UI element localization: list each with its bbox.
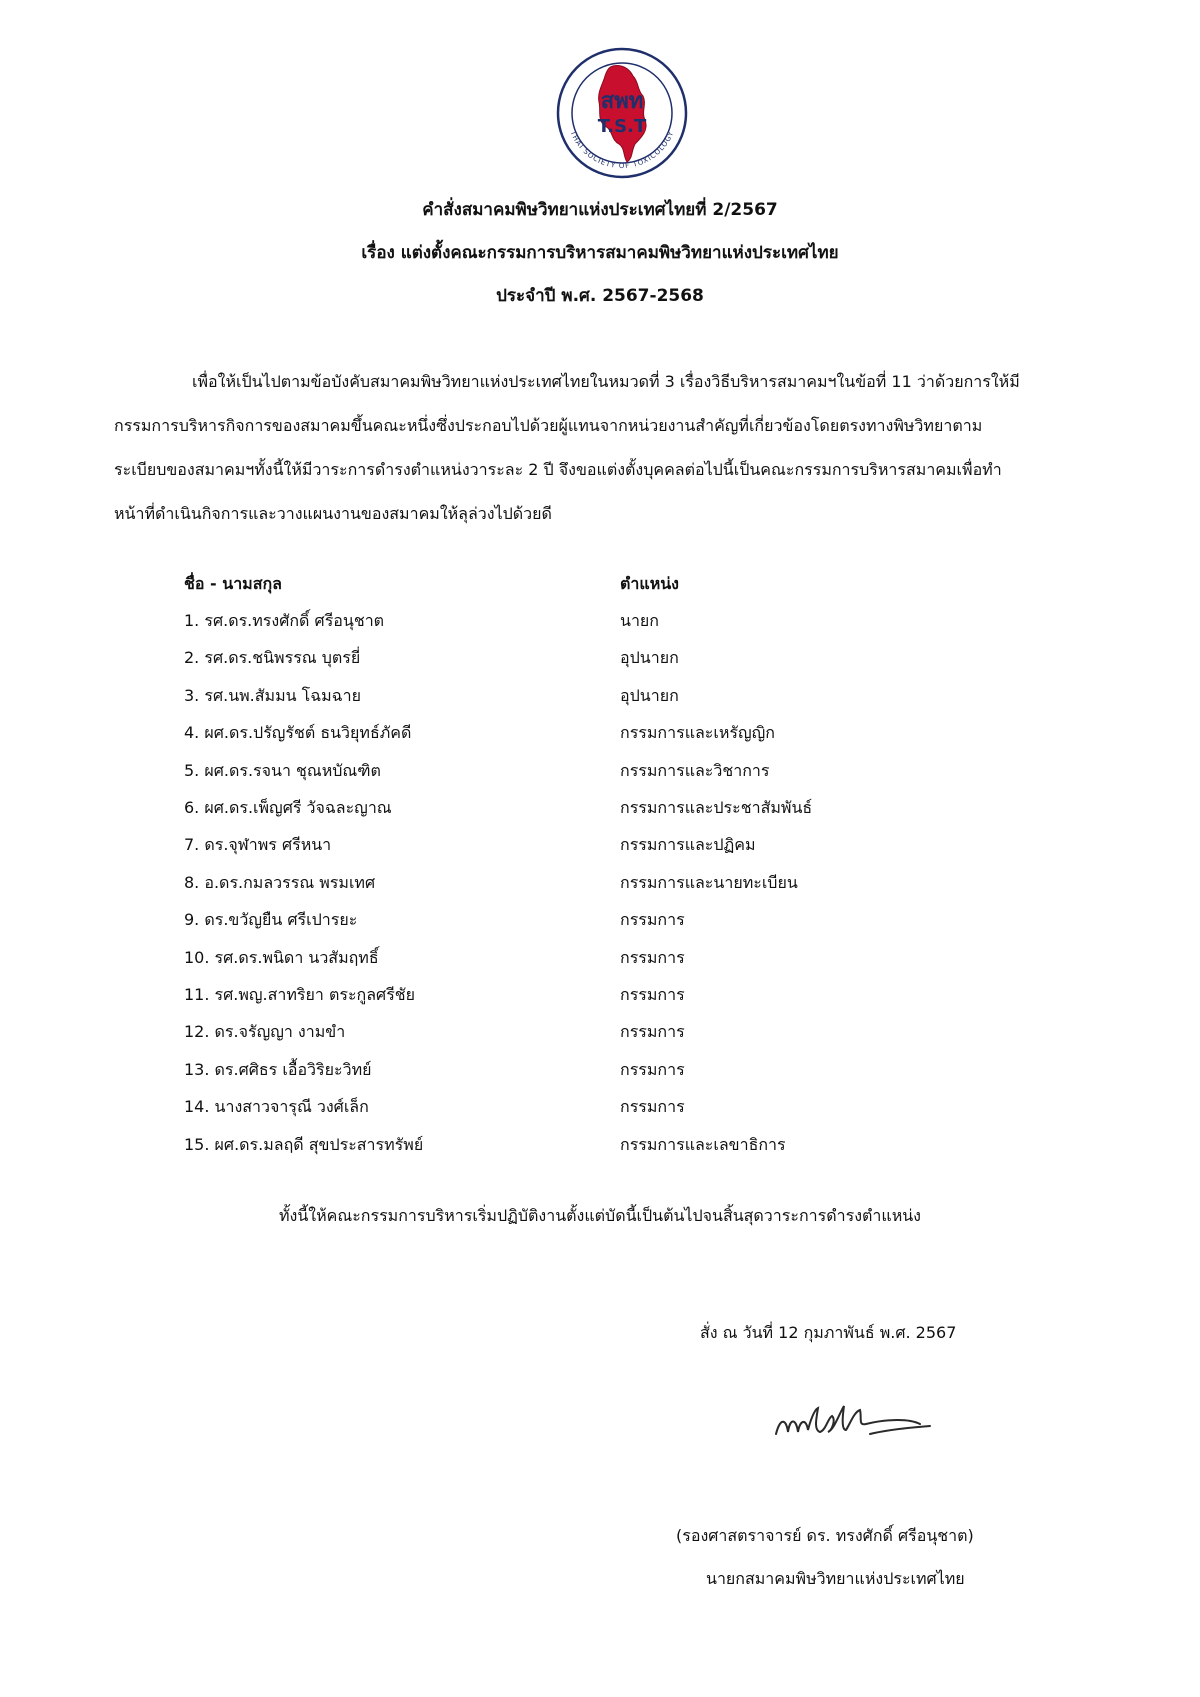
member-position: กรรมการและเลขาธิการ	[620, 1134, 786, 1154]
list-item	[184, 946, 924, 976]
list-item	[184, 721, 924, 751]
list-item	[184, 796, 924, 826]
committee-header	[184, 572, 924, 602]
body-line-2: กรรมการบริหารกิจการของสมาคมขึ้นคณะหนึ่งซึ่งประกอบไปด้วยผู้แทนจากหน่วยงานสำคัญที่เกี่ยวข้องโดยตรงทางพิษวิทยาตาม	[114, 416, 983, 435]
list-item	[184, 1020, 924, 1050]
logo-english-initials: T.S.T	[597, 116, 647, 137]
list-item	[184, 609, 924, 639]
member-position: กรรมการและปฏิคม	[620, 835, 756, 855]
member-position: กรรมการและนายทะเบียน	[620, 872, 798, 892]
member-position: กรรมการ	[620, 985, 685, 1004]
order-period: ประจำปี พ.ศ. 2567-2568	[496, 286, 704, 306]
member-position: กรรมการและวิชาการ	[620, 760, 770, 780]
column-header-name: ชื่อ - นามสกุล	[184, 574, 282, 593]
member-name: 11. รศ.พญ.สาทริยา ตระกูลศรีชัย	[184, 985, 416, 1004]
member-name: 3. รศ.นพ.สัมมน โฉมฉาย	[184, 685, 361, 705]
body-line-3: ระเบียบของสมาคมฯทั้งนี้ให้มีวาระการดำรงตำแหน่งวาระละ 2 ปี จึงขอแต่งตั้งบุคคลต่อไปนี้เป็นคณะกรรมการบริหารสมาคมเพื่อทำ	[114, 460, 1002, 479]
list-item	[184, 1133, 924, 1163]
member-position: กรรมการ	[620, 910, 685, 930]
member-name: 13. ดร.ศศิธร เอื้อวิริยะวิทย์	[184, 1059, 372, 1079]
member-name: 7. ดร.จุฬาพร ศรีหนา	[184, 835, 332, 855]
member-name: 8. อ.ดร.กมลวรรณ พรมเทศ	[184, 872, 376, 892]
member-name: 1. รศ.ดร.ทรงศักดิ์ ศรีอนุชาต	[184, 611, 385, 630]
list-item	[184, 684, 924, 714]
order-date: สั่ง ณ วันที่ 12 กุมภาพันธ์ พ.ศ. 2567	[700, 1323, 957, 1342]
member-name: 4. ผศ.ดร.ปรัญรัชต์ ธนวิยุทธ์ภัคดี	[184, 723, 412, 743]
signature-image	[770, 1390, 940, 1450]
list-item	[184, 983, 924, 1013]
body-line-1: เพื่อให้เป็นไปตามข้อบังคับสมาคมพิษวิทยาแห่งประเทศไทยในหมวดที่ 3 เรื่องวิธีบริหารสมาคมฯในข้อที่ 11 ว่าด้วยการให้มี	[192, 372, 1020, 391]
member-position: กรรมการและประชาสัมพันธ์	[620, 798, 813, 817]
member-position: กรรมการ	[620, 1097, 685, 1117]
member-name: 9. ดร.ขวัญยืน ศรีเปารยะ	[184, 910, 358, 930]
body-line-4: หน้าที่ดำเนินกิจการและวางแผนงานของสมาคมให้ลุล่วงไปด้วยดี	[114, 504, 552, 523]
signatory-title: นายกสมาคมพิษวิทยาแห่งประเทศไทย	[706, 1569, 965, 1588]
member-name: 2. รศ.ดร.ชนิพรรณ บุตรยี่	[184, 648, 361, 668]
member-name: 6. ผศ.ดร.เพ็ญศรี วัจฉละญาณ	[184, 798, 392, 817]
signatory-name: (รองศาสตราจารย์ ดร. ทรงศักดิ์ ศรีอนุชาต)	[676, 1526, 974, 1545]
order-title: คำสั่งสมาคมพิษวิทยาแห่งประเทศไทยที่ 2/2567	[422, 200, 778, 220]
member-name: 15. ผศ.ดร.มลฤดี สุขประสารทรัพย์	[184, 1134, 424, 1154]
logo-ring-text: THAI SOCIETY OF TOXICOLOGY	[568, 129, 676, 171]
list-item	[184, 908, 924, 938]
member-position: กรรมการและเหรัญญิก	[620, 723, 775, 743]
member-position: กรรมการ	[620, 1022, 685, 1042]
column-header-position: ตำแหน่ง	[620, 574, 679, 593]
society-logo	[555, 46, 689, 180]
member-position: กรรมการ	[620, 1059, 685, 1079]
list-item	[184, 646, 924, 676]
member-name: 10. รศ.ดร.พนิดา นวสัมฤทธิ์	[184, 947, 379, 967]
closing-statement: ทั้งนี้ให้คณะกรรมการบริหารเริ่มปฏิบัติงานตั้งแต่บัดนี้เป็นต้นไปจนสิ้นสุดวาระการดำรงตำแหน่ง	[279, 1206, 921, 1225]
list-item	[184, 833, 924, 863]
list-item	[184, 1058, 924, 1088]
member-position: อุปนายก	[620, 648, 679, 668]
member-name: 5. ผศ.ดร.รจนา ชุณหบัณฑิต	[184, 760, 381, 780]
list-item	[184, 759, 924, 789]
member-name: 12. ดร.จรัญญา งามขำ	[184, 1022, 346, 1042]
member-name: 14. นางสาวจารุณี วงศ์เล็ก	[184, 1097, 369, 1117]
order-subject: เรื่อง แต่งตั้งคณะกรรมการบริหารสมาคมพิษวิทยาแห่งประเทศไทย	[361, 243, 839, 263]
list-item	[184, 1095, 924, 1125]
member-position: อุปนายก	[620, 685, 679, 705]
member-position: กรรมการ	[620, 947, 685, 967]
logo-thai-initials: สพท	[600, 89, 644, 114]
list-item	[184, 871, 924, 901]
member-position: นายก	[620, 611, 659, 630]
